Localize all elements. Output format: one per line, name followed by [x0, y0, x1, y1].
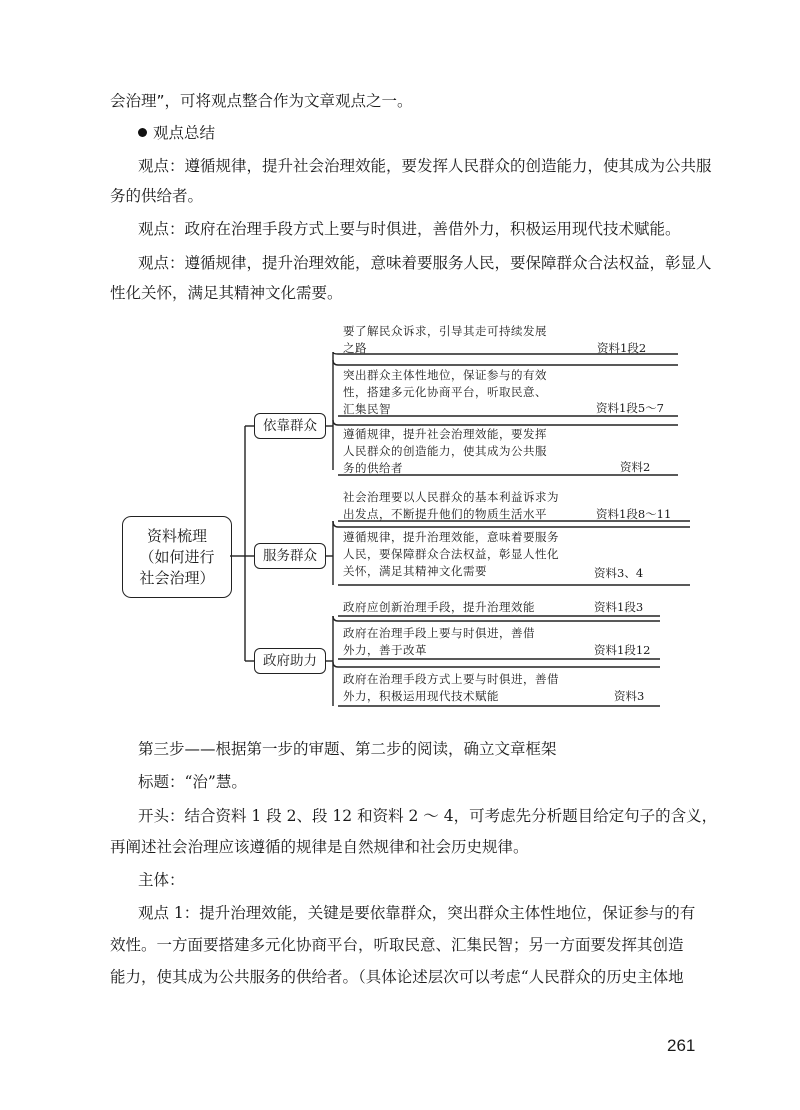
leaf-3-2-bracket [333, 616, 660, 621]
step3-point1-line3: 能力，使其成为公共服务的供给者。（具体论述层次可以考虑“人民群众的历史主体地 [110, 968, 684, 986]
root-line-3: 社会治理） [139, 568, 215, 587]
leaf-1-3 [343, 426, 547, 477]
step3-point1-line2: 效性。一方面要搭建多元化协商平台，听取民意、汇集民智；另一方面要发挥其创造 [110, 936, 684, 954]
leaf-line: 务的供给者 [343, 461, 403, 475]
leaf-line: 之路 [343, 341, 367, 355]
mindmap-root [122, 516, 232, 598]
leaf-line: 人民，要保障群众合法权益，彰显人性化 [343, 547, 559, 561]
leaf-line: 外力，善于改革 [343, 643, 427, 657]
leaf-line: 出发点，不断提升他们的物质生活水平 [343, 507, 547, 521]
page-number: 261 [667, 1036, 696, 1055]
leaf-1-1 [343, 323, 547, 357]
summary-p3-line2: 性化关怀，满足其精神文化需要。 [110, 284, 343, 302]
summary-p1-line2: 务的供给者。 [110, 187, 204, 205]
branch-serve-masses: 服务群众 [254, 543, 326, 569]
leaf-line: 政府在治理手段方式上要与时俱进，善借 [343, 672, 559, 686]
leaf-2-1 [343, 489, 559, 523]
step3-opening-line1: 开头：结合资料 1 段 2、段 12 和资料 2 ～ 4，可考虑先分析题目给定句子的含义， [138, 807, 718, 825]
leaf-2-2 [343, 529, 559, 580]
leaf-2-2-source: 资料3、4 [594, 566, 644, 580]
summary-p2: 观点：政府在治理手段方式上要与时俱进，善借外力，积极运用现代技术赋能。 [138, 220, 681, 238]
summary-heading [138, 122, 215, 144]
leaf-line: 遵循规律，提升社会治理效能，要发挥 [343, 427, 547, 441]
leaf-line: 政府应创新治理手段，提升治理效能 [343, 600, 535, 614]
leaf-2-1-source: 资料1段8～11 [596, 507, 672, 521]
leaf-3-1-source: 资料1段3 [594, 600, 644, 614]
intro-line: 会治理”，可将观点整合作为文章观点之一。 [110, 92, 413, 110]
summary-heading-text: 观点总结 [153, 124, 216, 142]
branch-government-help: 政府助力 [254, 648, 326, 674]
leaf-line: 性，搭建多元化协商平台，听取民意、 [343, 385, 547, 399]
leaf-3-2 [343, 625, 535, 659]
step3-title-line: 标题：“治”慧。 [138, 773, 247, 791]
leaf-3-1 [343, 599, 535, 616]
leaf-1-1-source: 资料1段2 [597, 341, 647, 355]
leaf-1-2 [343, 367, 547, 418]
root-line-2: （如何进行 [139, 547, 215, 566]
leaf-1-2-bracket [333, 360, 678, 365]
leaf-3-3 [343, 671, 559, 705]
leaf-line: 要了解民众诉求，引导其走可持续发展 [343, 324, 547, 338]
summary-p3-line1: 观点：遵循规律，提升治理效能，意味着要服务人民，要保障群众合法权益，彰显人 [138, 254, 712, 272]
leaf-line: 外力，积极运用现代技术赋能 [343, 689, 499, 703]
leaf-line: 社会治理要以人民群众的基本利益诉求为 [343, 490, 559, 504]
step3-heading: 第三步——根据第一步的审题、第二步的阅读，确立文章框架 [138, 740, 557, 758]
branch-rely-on-masses: 依靠群众 [254, 413, 326, 439]
leaf-3-3-bracket [333, 662, 660, 667]
leaf-1-2-source: 资料1段5～7 [596, 401, 664, 415]
leaf-1-3-bracket [333, 420, 678, 425]
root-line-1: 资料梳理 [146, 526, 207, 545]
leaf-line: 人民群众的创造能力，使其成为公共服 [343, 444, 547, 458]
step3-point1-line1: 观点 1：提升治理效能，关键是要依靠群众，突出群众主体性地位，保证参与的有 [138, 904, 696, 922]
leaf-line: 政府在治理手段上要与时俱进，善借 [343, 626, 535, 640]
summary-p1-line1: 观点：遵循规律，提升社会治理效能，要发挥人民群众的创造能力，使其成为公共服 [138, 157, 712, 175]
step3-body-label: 主体： [138, 871, 185, 889]
bullet-icon [138, 128, 147, 137]
leaf-1-3-source: 资料2 [620, 460, 651, 474]
leaf-line: 遵循规律，提升治理效能，意味着要服务 [343, 530, 559, 544]
leaf-3-3-source: 资料3 [614, 689, 645, 703]
leaf-line: 汇集民智 [343, 402, 391, 416]
step3-opening-line2: 再阐述社会治理应该遵循的规律是自然规律和社会历史规律。 [110, 838, 529, 856]
leaf-3-2-source: 资料1段12 [594, 643, 651, 657]
leaf-line: 突出群众主体性地位，保证参与的有效 [343, 368, 547, 382]
leaf-line: 关怀，满足其精神文化需要 [343, 564, 487, 578]
